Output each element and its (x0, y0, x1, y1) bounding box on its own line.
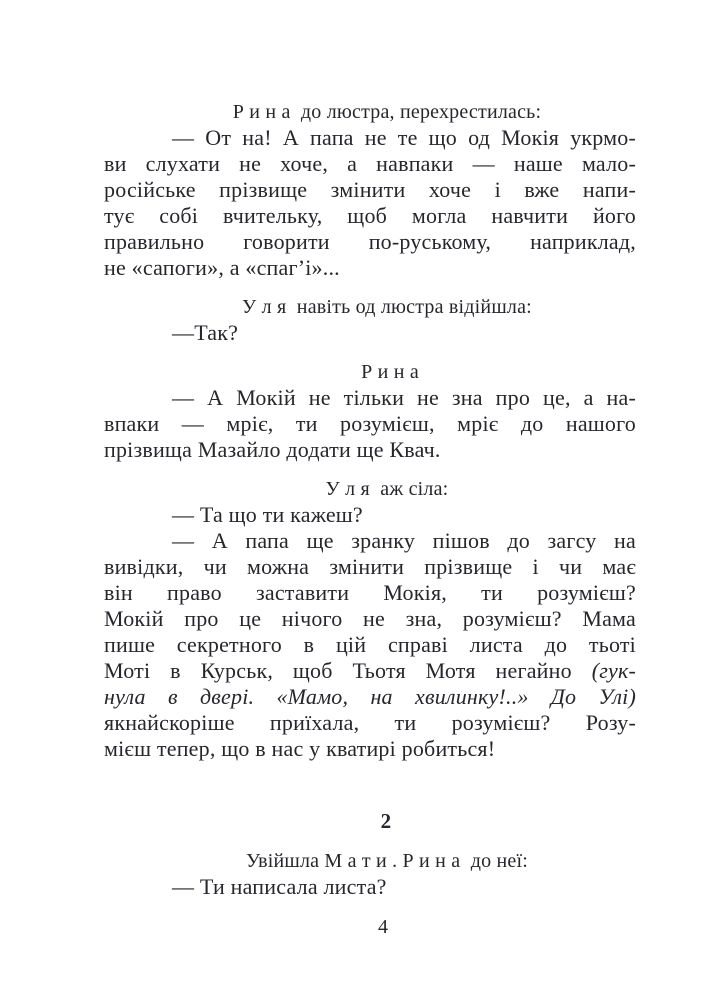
text-segment: вивідки, чи можна змінити прізвище і чи має (104, 554, 636, 579)
text-line (104, 203, 636, 229)
text-line (104, 320, 636, 346)
text-segment: — Та що ти кажеш? (172, 502, 363, 527)
dialogue-paragraph (104, 320, 636, 346)
text-segment: впаки — мріє, ти розумієш, мріє до нашого (104, 411, 636, 436)
text-line (104, 502, 636, 528)
text-segment: не «сапоги», а «спаг’і»... (104, 255, 340, 280)
character-name: Р и н а (361, 361, 419, 383)
text-line (104, 385, 636, 411)
text-line (104, 710, 636, 736)
text-segment: якнайскоріше приїхала, ти розумієш? Розу- (104, 710, 636, 735)
text-segment: він право заставити Мокія, ти розумієш? (104, 580, 636, 605)
text-segment: російське прізвище змінити хоче і вже напи- (104, 177, 636, 202)
text-segment: прізвища Мазайло додати ще Квач. (104, 437, 441, 462)
text-segment: Мокій про це нічого не зна, розумієш? Мама (104, 606, 636, 631)
text-line (104, 411, 636, 437)
text-segment: Моті в Курськ, щоб Тьотя Мотя негайно (104, 658, 592, 683)
text-line (104, 580, 636, 606)
text-block (104, 86, 636, 900)
dialogue-paragraph (104, 502, 636, 528)
text-segment: мієш тепер, що в нас у кватирі робиться! (104, 736, 496, 761)
stage-direction: У л я навіть од люстра відійшла: (242, 296, 532, 318)
text-segment: правильно говорити по-руському, наприклад, (104, 229, 636, 254)
dialogue-paragraph (104, 125, 636, 281)
dialogue-paragraph (104, 385, 636, 463)
text-line (104, 606, 636, 632)
text-line (104, 528, 636, 554)
text-line (104, 229, 636, 255)
text-line (104, 437, 636, 463)
dialogue-paragraph (104, 528, 636, 762)
text-line (104, 874, 636, 900)
text-segment: — А Мокій не тільки не зна про це, а на- (172, 385, 636, 410)
stage-direction-inline: нула в двері. «Мамо, на хвилинку!..» До Улі) (104, 684, 636, 709)
stage-direction-inline: (гук- (591, 658, 636, 683)
text-segment: ви слухати не хоче, а навпаки — наше мало- (104, 151, 636, 176)
scene-number: 2 (380, 809, 392, 833)
text-line (104, 177, 636, 203)
dialogue-paragraph (104, 874, 636, 900)
page-number: 4 (378, 916, 388, 938)
text-segment: —Так? (172, 320, 239, 345)
text-line (104, 684, 636, 710)
text-segment: пише секретного в цій справі листа до тьоті (104, 632, 636, 657)
stage-direction: У л я аж сіла: (325, 478, 449, 500)
stage-direction: Р и н а до люстра, перехрестилась: (232, 101, 542, 123)
text-segment: — А папа ще зранку пішов до загсу на (172, 528, 636, 553)
text-line (104, 736, 636, 762)
text-line (104, 632, 636, 658)
stage-direction: Увійшла М а т и . Р и н а до неї: (245, 850, 529, 872)
text-line (104, 554, 636, 580)
text-line (104, 658, 636, 684)
text-line (104, 125, 636, 151)
text-segment: тує собі вчительку, щоб могла навчити його (104, 203, 636, 228)
text-segment: — От на! А папа не те що од Мокія укрмо- (172, 125, 636, 150)
text-line (104, 255, 636, 281)
text-line (104, 151, 636, 177)
text-segment: — Ти написала листа? (172, 874, 387, 899)
